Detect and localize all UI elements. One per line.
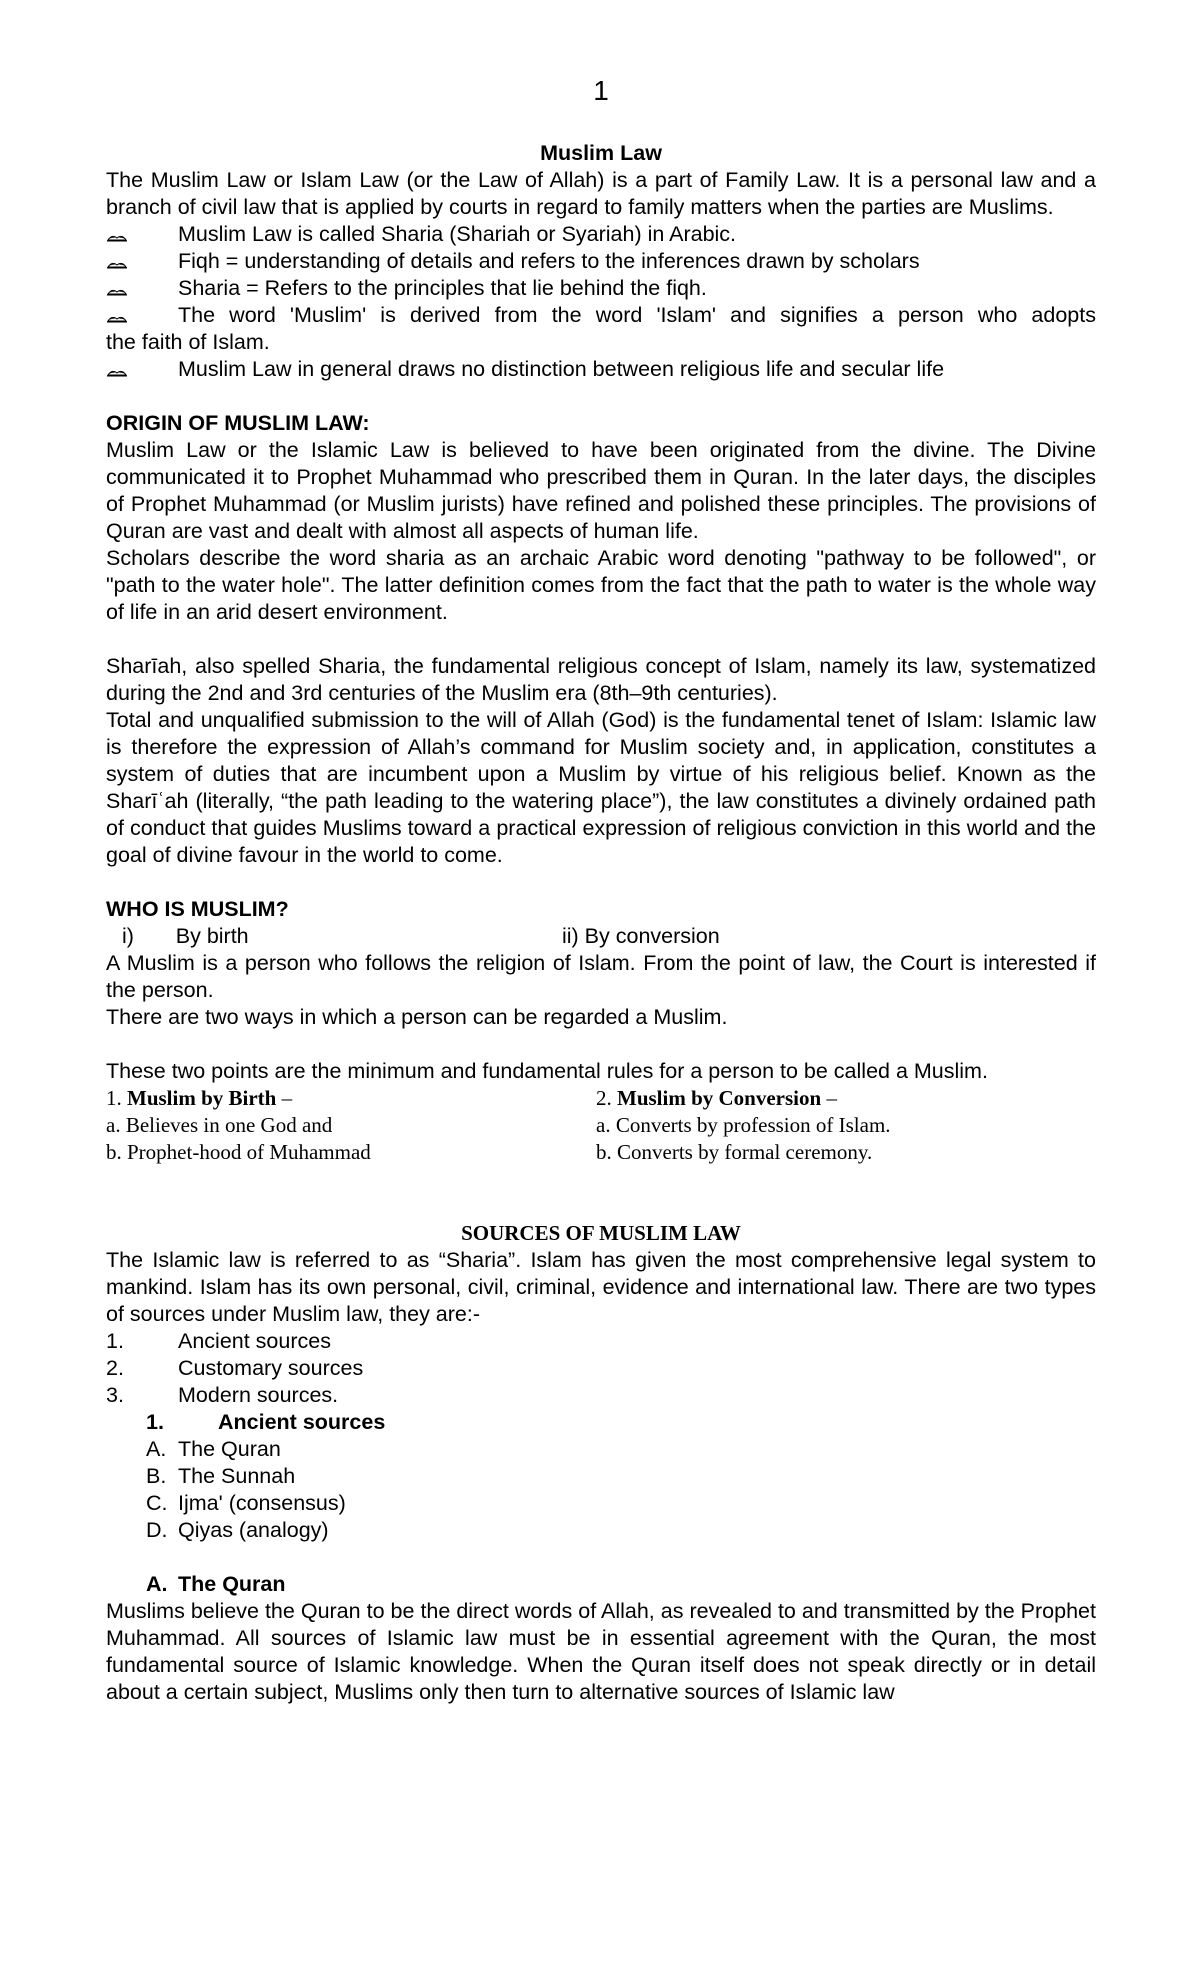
- origin-paragraph-2: Scholars describe the word sharia as an archaic Arabic word denoting "pathway to be followed", or "path to the water hole". The latter definition comes from the fact that the path to water is the whole way of life in an arid desert environment.: [106, 546, 1096, 624]
- muslim-types-row-b: [106, 1139, 1096, 1166]
- conversion-heading: Muslim by Conversion: [617, 1086, 822, 1110]
- birth-dash: –: [276, 1086, 293, 1110]
- birth-number: 1.: [106, 1086, 122, 1110]
- quran-paragraph: Muslims believe the Quran to be the direct words of Allah, as revealed to and transmitted by the Prophet Muhammad. All sources of Islamic law must be in essential agreement with the Quran, the most fundamental source of Islamic knowledge. When the Quran itself does not speak directly or in detail about a certain subject, Muslims only then turn to alternative sources of Islamic law: [106, 1599, 1096, 1704]
- ancient-source-letter: A.: [146, 1437, 167, 1461]
- bullet-item: [106, 302, 1096, 329]
- ancient-source-label: Ijma' (consensus): [178, 1491, 346, 1515]
- who-paragraph-3: These two points are the minimum and fundamental rules for a person to be called a Muslim.: [106, 1059, 988, 1083]
- muslim-types-header: [106, 1085, 1096, 1112]
- source-type-label: Ancient sources: [178, 1329, 331, 1353]
- origin-paragraph-1: Muslim Law or the Islamic Law is believed to have been originated from the divine. The Divine communicated it to Prophet Muhammad who prescribed them in Quran. In the later days, the disciples of Prophet Muhammad (or Muslim jurists) have refined and polished these principles. The provisions of Quran are vast and dealt with almost all aspects of human life.: [106, 438, 1096, 543]
- open-book-icon: [106, 311, 128, 325]
- ancient-source-item: [106, 1517, 1096, 1544]
- ancient-source-label: Qiyas (analogy): [178, 1518, 329, 1542]
- ancient-source-letter: B.: [146, 1464, 167, 1488]
- intro-paragraph: The Muslim Law or Islam Law (or the Law of Allah) is a part of Family Law. It is a personal law and a branch of civil law that is applied by courts in regard to family matters when the parties are Muslims.: [106, 168, 1096, 219]
- document-title: Muslim Law: [540, 141, 662, 165]
- ancient-source-item: [106, 1463, 1096, 1490]
- bullet-item: [106, 248, 1096, 275]
- source-type-number: 1.: [106, 1329, 124, 1353]
- option-by-birth: i) By birth: [122, 924, 249, 948]
- source-type-label: Modern sources.: [178, 1383, 339, 1407]
- page-number: 1: [593, 75, 609, 106]
- birth-heading: Muslim by Birth: [127, 1086, 277, 1110]
- sources-heading: SOURCES OF MUSLIM LAW: [461, 1221, 741, 1245]
- origin-heading: ORIGIN OF MUSLIM LAW:: [106, 411, 370, 435]
- origin-paragraph-3: Sharīah, also spelled Sharia, the fundamental religious concept of Islam, namely its law, systematized during the 2nd and 3rd centuries of the Muslim era (8th–9th centuries).: [106, 654, 1096, 705]
- conversion-point-a: a. Converts by profession of Islam.: [596, 1113, 891, 1137]
- birth-point-b: b. Prophet-hood of Muhammad: [106, 1140, 371, 1164]
- bullet-item: [106, 221, 1096, 248]
- ancient-source-label: The Sunnah: [178, 1464, 296, 1488]
- bullet-text: Sharia = Refers to the principles that lie behind the fiqh.: [178, 276, 707, 300]
- source-type-number: 3.: [106, 1383, 124, 1407]
- who-options: [106, 923, 1096, 950]
- open-book-icon: [106, 365, 128, 379]
- page-content: [106, 75, 1096, 1706]
- ancient-source-letter: D.: [146, 1518, 168, 1542]
- open-book-icon: [106, 284, 128, 298]
- ancient-source-item: [106, 1436, 1096, 1463]
- bullet-item: [106, 356, 1096, 383]
- who-paragraph-1: A Muslim is a person who follows the religion of Islam. From the point of law, the Court is interested if the person.: [106, 951, 1096, 1002]
- sources-paragraph: The Islamic law is referred to as “Sharia”. Islam has given the most comprehensive legal system to mankind. Islam has its own personal, civil, criminal, evidence and international law. There are two types of sources under Muslim law, they are:-: [106, 1248, 1096, 1326]
- bullet-continuation: the faith of Islam.: [106, 330, 270, 354]
- who-paragraph-2: There are two ways in which a person can be regarded a Muslim.: [106, 1005, 728, 1029]
- option-by-conversion: ii) By conversion: [562, 924, 720, 948]
- ancient-source-label: The Quran: [178, 1437, 281, 1461]
- muslim-types-row-a: [106, 1112, 1096, 1139]
- who-heading: WHO IS MUSLIM?: [106, 897, 289, 921]
- birth-point-a: a. Believes in one God and: [106, 1113, 333, 1137]
- bullet-text: The word 'Muslim' is derived from the word 'Islam' and signifies a person who adopts: [178, 303, 1096, 327]
- conversion-dash: –: [821, 1086, 837, 1110]
- open-book-icon: [106, 257, 128, 271]
- source-type-item: [106, 1328, 1096, 1355]
- bullet-item: [106, 275, 1096, 302]
- open-book-icon: [106, 230, 128, 244]
- bullet-text: Muslim Law in general draws no distinction between religious life and secular life: [178, 357, 945, 381]
- bullet-text: Muslim Law is called Sharia (Shariah or Syariah) in Arabic.: [178, 222, 737, 246]
- source-type-item: [106, 1355, 1096, 1382]
- origin-paragraph-4: Total and unqualified submission to the will of Allah (God) is the fundamental tenet of Islam: Islamic law is therefore the expression of Allah’s command for Muslim society and, in application, constitutes a system of duties that are incumbent upon a Muslim by virtue of his religious belief. Known as the Sharīʿah (literally, “the path leading to the watering place”), the law constitutes a divinely ordained path of conduct that guides Muslims toward a practical expression of religious conviction in this world and the goal of divine favour in the world to come.: [106, 708, 1096, 867]
- source-type-item: [106, 1382, 1096, 1409]
- ancient-source-letter: C.: [146, 1491, 168, 1515]
- conversion-number: 2.: [596, 1086, 612, 1110]
- source-type-label: Customary sources: [178, 1356, 364, 1380]
- bullet-text: Fiqh = understanding of details and refers to the inferences drawn by scholars: [178, 249, 920, 273]
- ancient-sources-heading: 1. Ancient sources: [146, 1410, 386, 1434]
- quran-heading: A. The Quran: [146, 1572, 286, 1596]
- ancient-source-item: [106, 1490, 1096, 1517]
- source-type-number: 2.: [106, 1356, 124, 1380]
- conversion-point-b: b. Converts by formal ceremony.: [596, 1140, 873, 1164]
